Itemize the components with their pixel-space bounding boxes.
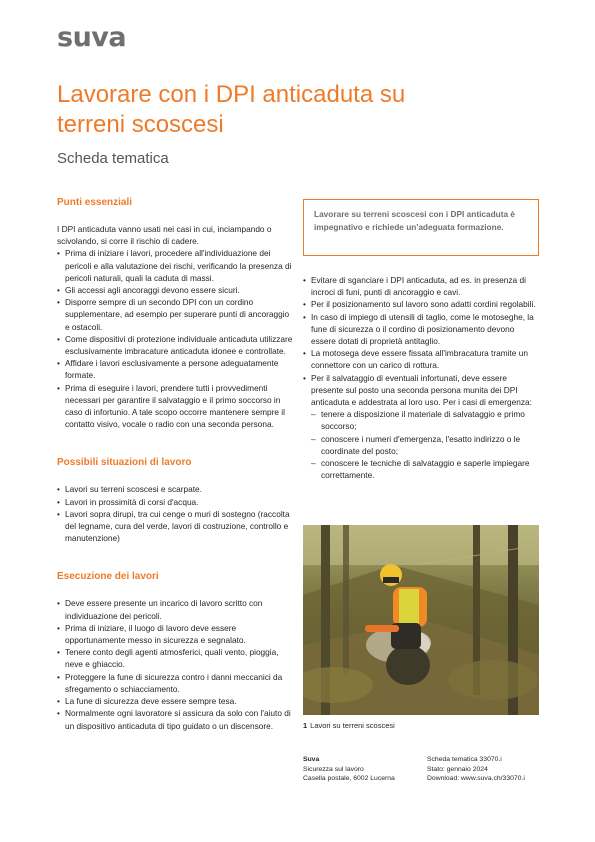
heading-punti-essenziali: Punti essenziali	[57, 197, 133, 208]
sublist-item: – tenere a disposizione il materiale di salvataggio e primo soccorso;	[311, 408, 539, 432]
callout-text: Lavorare su terreni scoscesi con i DPI anticaduta è impegnativo e richiede un'adeguata formazione.	[314, 209, 516, 232]
list-item: • Gli accessi agli ancoraggi devono essere sicuri.	[57, 284, 293, 296]
footer-ref: Scheda tematica 33070.i	[427, 756, 502, 763]
list-item: • Prima di iniziare, il luogo di lavoro deve essere opportunamente messo in sicurezza e segnalato.	[57, 622, 293, 646]
right-column	[303, 274, 539, 481]
list-item: • Lavori sopra dirupi, tra cui cenge o muri di sostegno (raccolta del legname, cura del verde, lavori di costruzione, controllo e manutenzione)	[57, 508, 293, 545]
list-item: • La motosega deve essere fissata all'imbracatura tramite un connettore con un carico di rottura.	[303, 347, 539, 371]
heading-situazioni: Possibili situazioni di lavoro	[57, 457, 192, 469]
list-item: • Per il salvataggio di eventuali infortunati, deve essere presente sul posto una seconda persona munita dei DPI anticaduta e addestrata al loro uso. Per i casi di emergenza:	[303, 372, 539, 409]
footer-address	[303, 755, 423, 784]
right-list	[303, 274, 539, 408]
page-title	[57, 80, 537, 140]
footer-line-2: Sicurezza sul lavoro	[303, 765, 364, 773]
esecuzione-list	[57, 597, 293, 731]
situazioni-list	[57, 483, 293, 544]
footer-status: Stato: gennaio 2024	[427, 765, 488, 773]
figure-caption-text: Lavori su terreni scoscesi	[310, 721, 395, 730]
suva-logo: suva	[57, 22, 127, 53]
list-item: • Affidare i lavori esclusivamente a persone adeguatamente formate.	[57, 357, 293, 381]
list-item: • Deve essere presente un incarico di lavoro scritto con individuazione dei pericoli.	[57, 597, 293, 621]
figure-number: 1	[303, 721, 308, 730]
title-line-2: terreni scoscesi	[57, 111, 224, 138]
intro-paragraph: I DPI anticaduta vanno usati nei casi in cui, inciampando o scivolando, si corre il rischio di cadere.	[57, 224, 272, 247]
list-item: • Proteggere la fune di sicurezza contro i danni meccanici da sfregamento o schiacciamento.	[57, 671, 293, 695]
list-item: • Tenere conto degli agenti atmosferici, quali vento, pioggia, neve e ghiaccio.	[57, 646, 293, 670]
list-item: • Evitare di sganciare i DPI anticaduta, ad es. in presenza di incroci di funi, punti di ancoraggio e cavi.	[303, 274, 539, 298]
sublist-item: – conoscere le tecniche di salvataggio e saperle impiegare correttamente.	[311, 457, 539, 481]
list-item: • In caso di impiego di utensili di taglio, come le motoseghe, la fune di sicurezza o il cordino di posizionamento devono essere dotati di proprietà antitaglio.	[303, 311, 539, 348]
emergency-sublist	[311, 408, 539, 481]
footer-line-3: Casella postale, 6002 Lucerna	[303, 775, 395, 782]
title-line-1: Lavorare con i DPI anticaduta su	[57, 81, 406, 108]
forest-worker-photo	[303, 525, 539, 715]
list-item: • Disporre sempre di un secondo DPI con un cordino supplementare, ad esempio per superare punti di ancoraggio e ostacoli.	[57, 296, 293, 333]
list-item: • Per il posizionamento sul lavoro sono adatti cordini regolabili.	[303, 298, 539, 310]
list-item: • Prima di eseguire i lavori, prendere tutti i provvedimenti necessari per garantire il salvataggio e il primo soccorso in caso di infortunio. A tale scopo occorre mantenere sempre il contatto visivo, vocale o radio con una seconda persona.	[57, 382, 293, 431]
punti-essenziali-list	[57, 247, 293, 430]
list-item: • Lavori in prossimità di corsi d'acqua.	[57, 496, 293, 508]
list-item: • Lavori su terreni scoscesi e scarpate.	[57, 483, 293, 495]
list-item: • Prima di iniziare i lavori, procedere all'individuazione dei pericoli e alla valutazione dei rischi, verificando la presenza di pericoli naturali, quali la caduta di massi.	[57, 247, 293, 284]
callout-box	[303, 199, 539, 256]
footer-download: Download: www.suva.ch/33070.i	[427, 775, 525, 782]
list-item: • La fune di sicurezza deve essere sempre tesa.	[57, 695, 293, 707]
list-item: • Normalmente ogni lavoratore si assicura da solo con l'aiuto di un dispositivo anticaduta di tipo guidato o un discensore.	[57, 707, 293, 731]
left-column	[57, 196, 293, 732]
heading-esecuzione: Esecuzione dei lavori	[57, 571, 159, 583]
figure-caption	[303, 721, 395, 730]
photo-illustration	[303, 525, 539, 715]
list-item: • Come dispositivi di protezione individuale anticaduta utilizzare esclusivamente imbracature anticaduta idonee e controllate.	[57, 333, 293, 357]
footer-meta	[427, 755, 547, 784]
page-subtitle: Scheda tematica	[57, 150, 169, 167]
sublist-item: – conoscere i numeri d'emergenza, l'esatto indirizzo o le coordinate del posto;	[311, 433, 539, 457]
footer-org: Suva	[303, 756, 320, 763]
